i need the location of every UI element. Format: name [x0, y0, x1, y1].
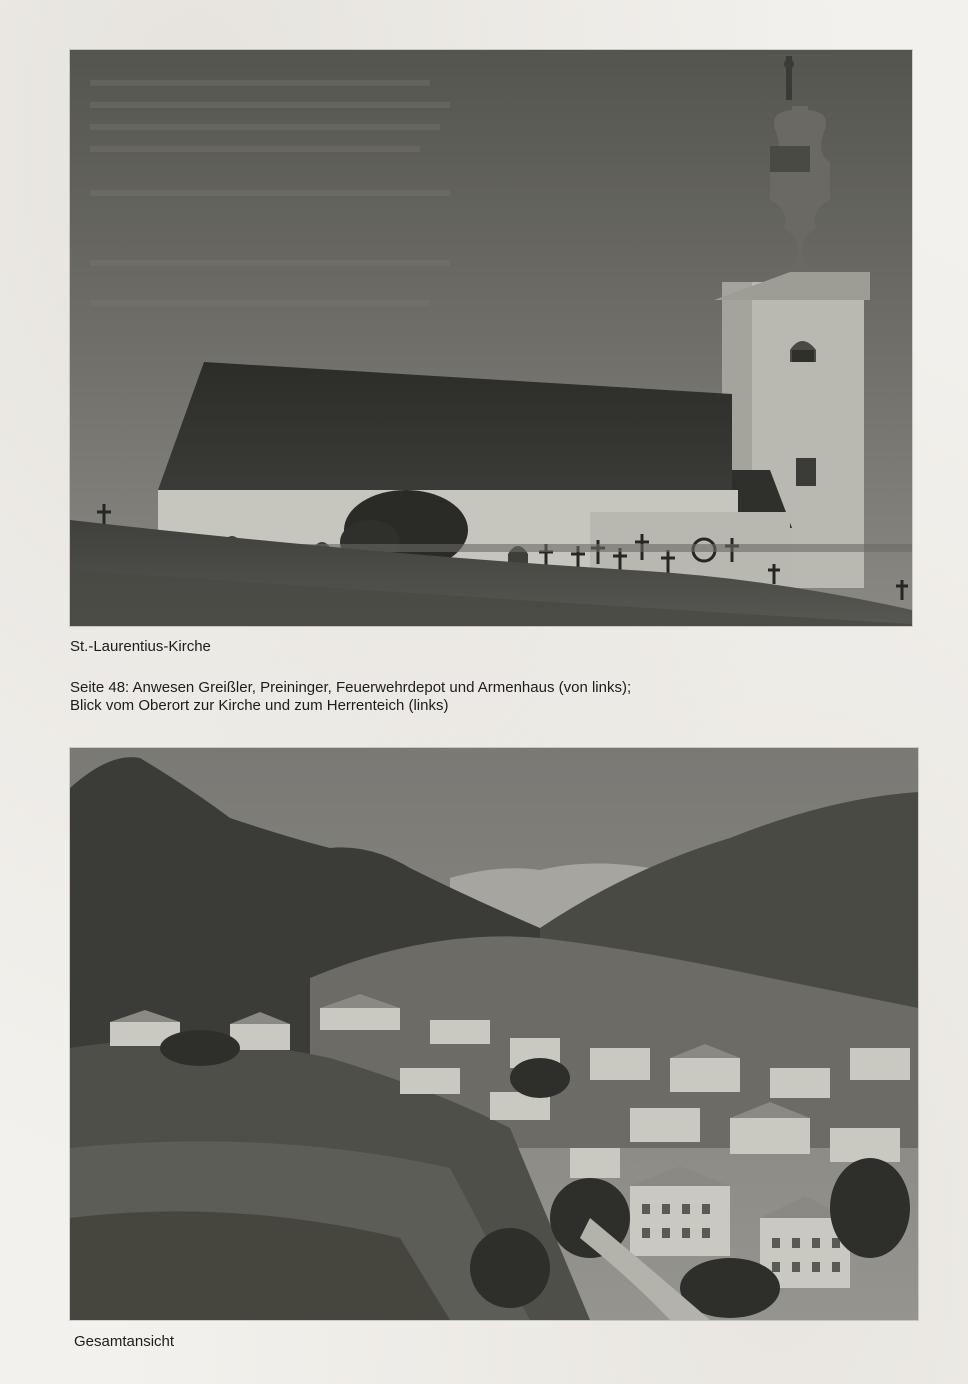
- village-photo-caption: Gesamtansicht: [74, 1333, 175, 1350]
- page-reference-caption: [70, 679, 631, 715]
- village-photo: [70, 748, 918, 1320]
- church-photo: [70, 50, 912, 626]
- page-reference-caption-line-2: Blick vom Oberort zur Kirche und zum Herrenteich (links): [70, 697, 449, 714]
- page-reference-caption-line-1: Seite 48: Anwesen Greißler, Preininger, Feuerwehrdepot und Armenhaus (von links);: [70, 679, 632, 696]
- church-photo-caption: St.-Laurentius-Kirche: [70, 638, 211, 655]
